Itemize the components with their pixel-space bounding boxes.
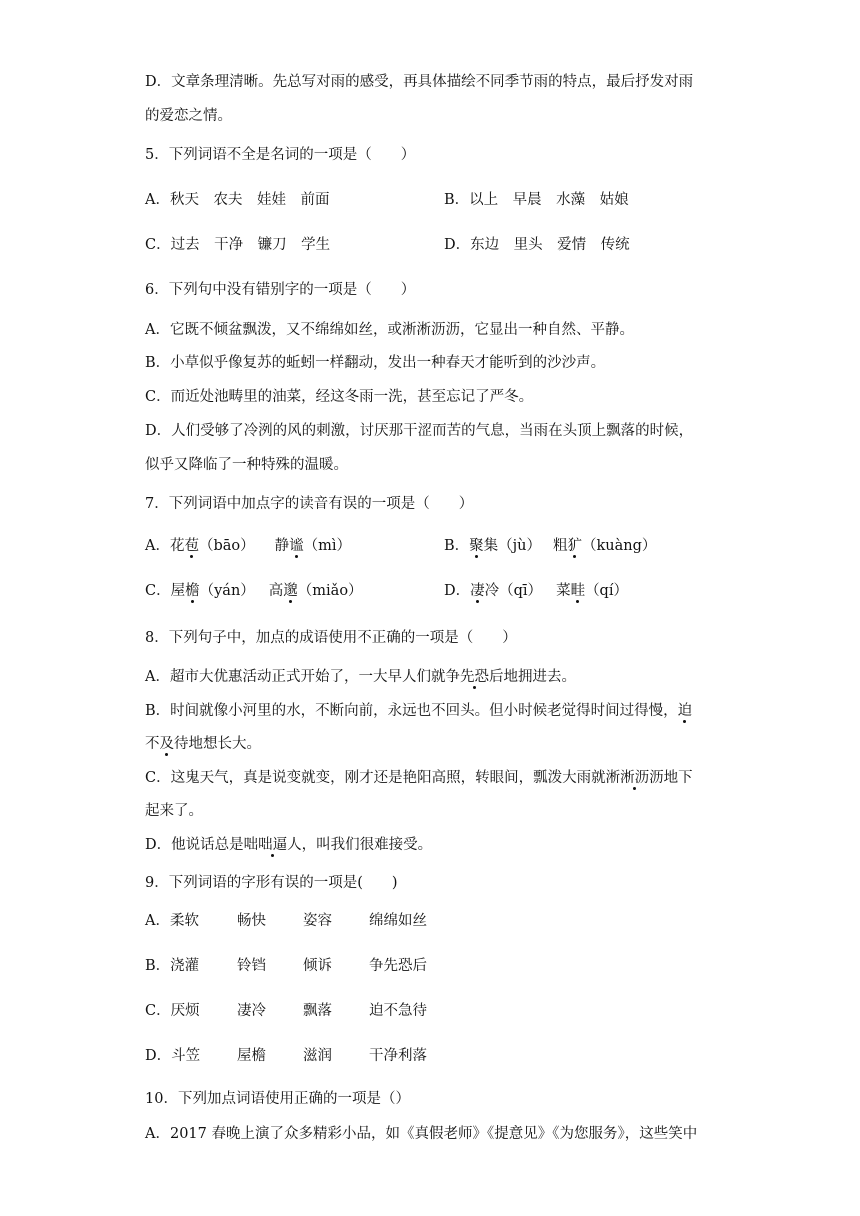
dotted-char: 犷 [567,538,582,554]
sentence-text: 地下 [663,770,693,786]
sentence-text: 地想长大。 [188,736,261,752]
option-label: A． [145,538,170,554]
q7-option-b [444,536,656,556]
sentence-text: D．他说话总是 [145,837,244,853]
q6-option-a: A．它既不倾盆飘泼，又不绵绵如丝，或淅淅沥沥，它显出一种自然、平静。 [145,322,634,338]
dotted-char: 聚 [469,538,484,554]
q9-cell: 凄冷 [237,1003,266,1019]
q5-option-a: A．秋天 农夫 娃娃 前面 [145,192,330,208]
pinyin: （qī） [499,583,543,599]
dotted-char: 苞 [184,538,199,554]
q8-option-b-line2 [145,734,261,754]
pinyin: （jù） [498,538,541,554]
q9-cell: 滋润 [303,1048,332,1064]
q6-option-d-line2: 似乎又降临了一种特殊的温暖。 [145,457,348,473]
q9-cell: 畅快 [237,913,266,929]
word-char: 集 [483,538,499,554]
q9-cell: B．浇灌 [145,958,200,974]
word-char: 高 [268,583,284,599]
q9-cell: 铃铛 [237,958,266,974]
q8-option-b-line1 [145,701,692,721]
word-char: 菜 [556,583,571,599]
q9-cell: 姿容 [303,913,332,929]
q9-cell: 干净利落 [369,1048,427,1064]
pinyin: （yán） [199,583,255,599]
dotted-idiom: 淅淅沥沥 [605,770,664,786]
pinyin: （bāo） [198,538,255,554]
dotted-char: 谧 [289,538,304,554]
q9-cell: 迫不急待 [369,1003,427,1019]
q5-stem: 5．下列词语不全是名词的一项是（ ） [145,147,416,163]
dotted-idiom: 咄咄逼人 [243,837,302,853]
q9-cell: 争先恐后 [369,958,427,974]
word-char: 静 [274,538,290,554]
pinyin: （qí） [585,583,628,599]
dotted-char: 凄 [470,583,485,599]
pinyin: （miǎo） [297,583,363,599]
q9-cell: 绵绵如丝 [369,913,427,929]
q5-option-b: B．以上 早晨 水藻 姑娘 [444,192,629,208]
q9-cell: 屋檐 [237,1048,266,1064]
q8-option-c-line1 [145,768,693,788]
q10-stem: 10．下列加点词语使用正确的一项是（） [145,1091,410,1107]
dotted-char: 檐 [185,583,200,599]
q8-option-c-line2: 起来了。 [145,803,203,819]
q7-option-d [444,581,628,601]
q9-stem: 9．下列词语的字形有误的一项是( ) [145,875,398,891]
sentence-text: B．时间就像小河里的水，不断向前，永远也不回头。但小时候老觉得时间过得慢， [145,703,678,719]
word-char: 花 [169,538,185,554]
q5-option-c: C．过去 干净 镰刀 学生 [145,237,331,253]
sentence-text: A．超市大优惠活动正式开始了，一大早人们就 [145,669,446,685]
sentence-text: ，叫我们很难接受。 [301,837,433,853]
q8-stem: 8．下列句子中，加点的成语使用不正确的一项是（ ） [145,630,517,646]
option-label: B． [444,538,470,554]
q8-option-a [145,667,576,687]
pinyin: （kuàng） [582,538,657,554]
q4-option-d-line2: 的爱恋之情。 [145,108,232,124]
q6-stem: 6．下列句中没有错别字的一项是（ ） [145,282,416,298]
q4-option-d-line1: D．文章条理清晰。先总写对雨的感受，再具体描绘不同季节雨的特点，最后抒发对雨 [145,74,694,90]
q6-option-b: B．小草似乎像复苏的蚯蚓一样翻动，发出一种春天才能听到的沙沙声。 [145,355,606,371]
dotted-char: 畦 [570,583,586,599]
word-char: 屋 [170,583,186,599]
option-label: C． [145,583,171,599]
option-label: D． [444,583,471,599]
q6-option-c: C．而近处池畴里的油菜，经这冬雨一洗，甚至忘记了严冬。 [145,389,534,405]
sentence-text: C．这鬼天气，真是说变就变，刚才还是艳阳高照，转眼间，瓢泼大雨就 [145,770,606,786]
dotted-idiom: 迫 [677,703,693,719]
sentence-text: 地拥进去。 [503,669,576,685]
dotted-char: 邈 [283,583,298,599]
q9-cell: 倾诉 [303,958,332,974]
q7-option-a [145,536,351,556]
q9-cell: 飘落 [303,1003,332,1019]
q9-cell: A．柔软 [145,913,199,929]
dotted-idiom: 争先恐后 [445,669,504,685]
q9-cell: C．厌烦 [145,1003,200,1019]
dotted-idiom: 不及待 [145,736,189,752]
q7-option-c [145,581,363,601]
q10-option-a-line1: A．2017 春晚上演了众多精彩小品，如《真假老师》《提意见》《为您服务》，这些笑中 [145,1126,698,1142]
q8-option-d [145,835,432,855]
q9-cell: D．斗笠 [145,1048,201,1064]
q5-option-d: D．东边 里头 爱情 传统 [444,237,630,253]
q6-option-d-line1: D．人们受够了冷洌的风的刺激，讨厌那干涩而苦的气息，当雨在头顶上飘落的时候， [145,423,694,439]
pinyin: （mì） [303,538,352,554]
word-char: 冷 [484,583,500,599]
q7-stem: 7．下列词语中加点字的读音有误的一项是（ ） [145,496,474,512]
word-char: 粗 [553,538,568,554]
